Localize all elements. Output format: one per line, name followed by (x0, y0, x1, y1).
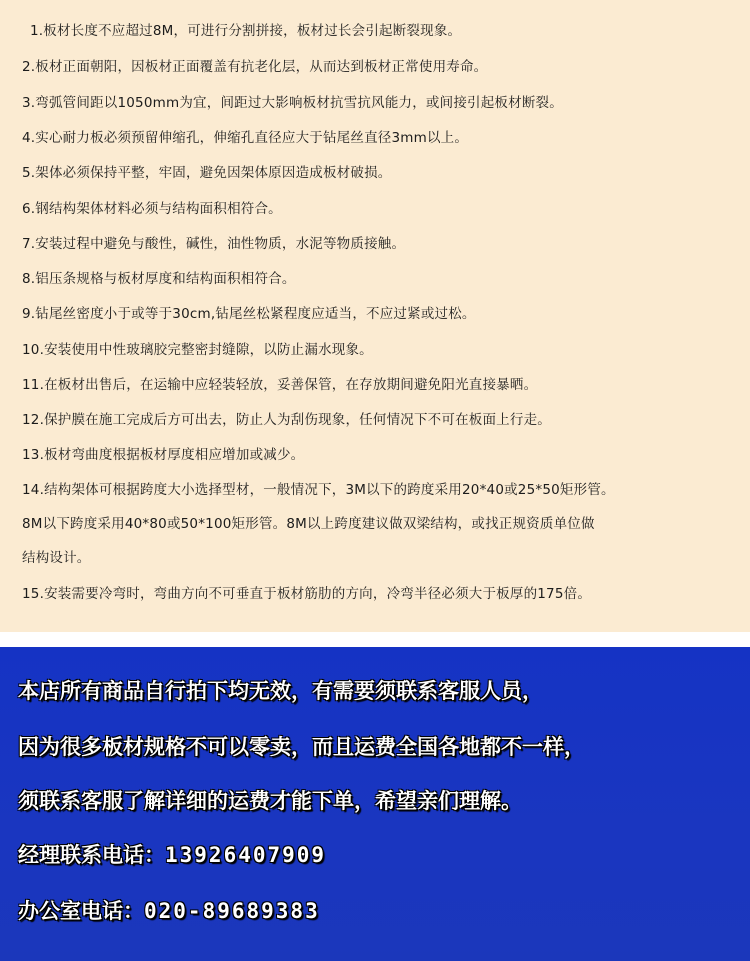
office-phone-label: 办公室电话： (18, 899, 144, 923)
manager-phone-number: 13926407909 (165, 843, 327, 867)
note-item: 4.实心耐力板必须预留伸缩孔，伸缩孔直径应大于钻尾丝直径3mm以上。 (22, 130, 469, 146)
note-item: 14.结构架体可根据跨度大小选择型材，一般情况下，3M以下的跨度采用20*40或25*50矩形管。 (22, 482, 615, 498)
note-item: 15.安装需要冷弯时，弯曲方向不可垂直于板材筋肋的方向，冷弯半径必须大于板厚的175倍。 (22, 586, 592, 602)
note-item: 6.钢结构架体材料必须与结构面积相符合。 (22, 201, 282, 217)
office-phone-number: 020-89689383 (144, 899, 320, 923)
section-divider (0, 632, 750, 647)
note-item: 12.保护膜在施工完成后方可出去，防止人为刮伤现象，任何情况下不可在板面上行走。 (22, 412, 551, 428)
manager-phone-row (18, 841, 326, 869)
note-item: 8.铝压条规格与板材厚度和结构面积相符合。 (22, 271, 296, 287)
office-phone-row (18, 897, 320, 925)
note-item: 1.板材长度不应超过8M，可进行分割拼接，板材过长会引起断裂现象。 (30, 23, 462, 39)
note-item: 3.弯弧管间距以1050mm为宜，间距过大影响板材抗雪抗风能力，或间接引起板材断裂。 (22, 95, 563, 111)
notice-line-1: 本店所有商品自行拍下均无效，有需要须联系客服人员， (18, 679, 543, 703)
note-item-continued: 8M以下跨度采用40*80或50*100矩形管。8M以上跨度建议做双梁结构，或找正规资质单位做 (22, 516, 595, 532)
note-item-continued: 结构设计。 (22, 550, 91, 566)
note-item: 11.在板材出售后，在运输中应轻装轻放，妥善保管，在存放期间避免阳光直接暴晒。 (22, 377, 538, 393)
note-item: 7.安装过程中避免与酸性，碱性，油性物质，水泥等物质接触。 (22, 236, 406, 252)
note-item: 5.架体必须保持平整，牢固，避免因架体原因造成板材破损。 (22, 165, 392, 181)
note-item: 13.板材弯曲度根据板材厚度相应增加或减少。 (22, 447, 305, 463)
notice-line-2: 因为很多板材规格不可以零卖，而且运费全国各地都不一样， (18, 735, 585, 759)
note-item: 10.安装使用中性玻璃胶完整密封缝隙，以防止漏水现象。 (22, 342, 373, 358)
note-item: 2.板材正面朝阳，因板材正面覆盖有抗老化层，从而达到板材正常使用寿命。 (22, 59, 488, 75)
notice-line-3: 须联系客服了解详细的运费才能下单，希望亲们理解。 (18, 789, 522, 813)
manager-phone-label: 经理联系电话： (18, 843, 165, 867)
note-item: 9.钻尾丝密度小于或等于30cm,钻尾丝松紧程度应适当，不应过紧或过松。 (22, 306, 476, 322)
contact-notice-banner (0, 647, 750, 961)
